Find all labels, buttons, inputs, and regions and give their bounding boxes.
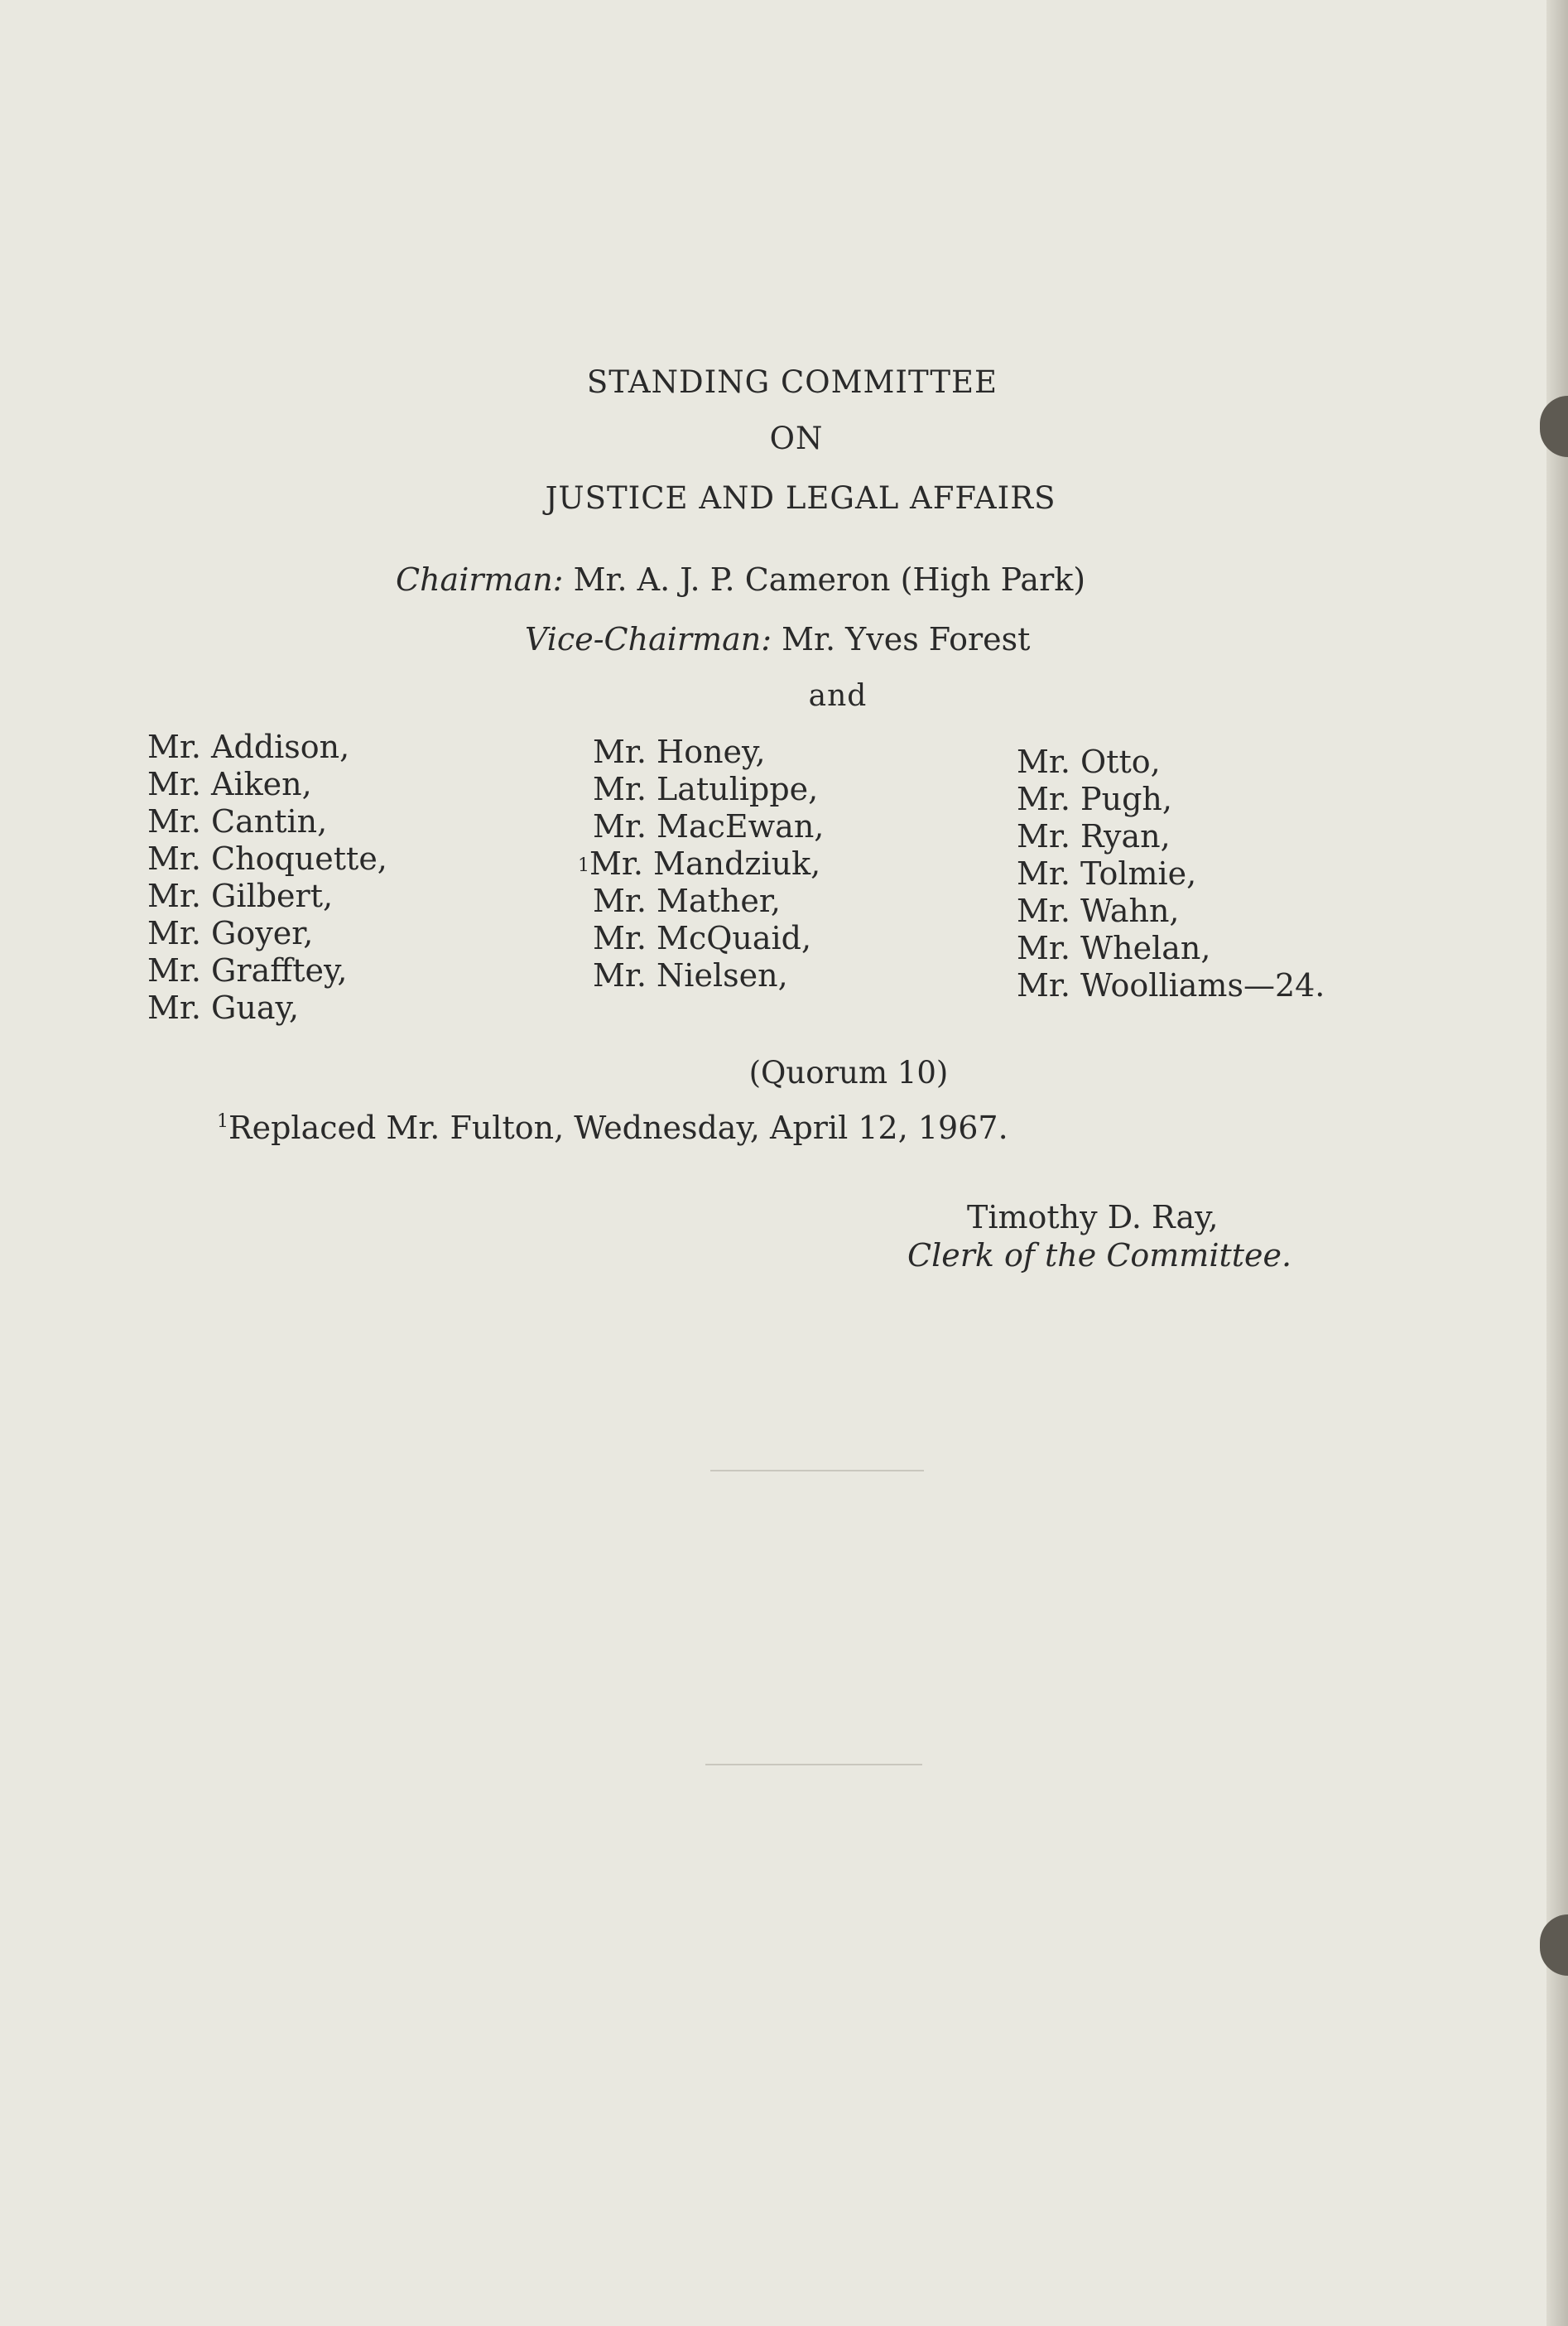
quorum-note: (Quorum 10) [748,1055,949,1091]
member-name: Mr. Wahn, [1017,893,1180,929]
member-name: Mr. Honey, [593,734,766,770]
footnote-marker: 1 [217,1111,228,1132]
punch-hole-bottom [1540,1914,1568,1976]
member-name: Mr. Goyer, [147,915,314,951]
member-name: Mr. Woolliams—24. [1017,967,1325,1004]
vice-chairman-line [525,621,1030,657]
member-name: Mr. McQuaid, [593,920,812,956]
members-column-3 [1017,744,1325,1004]
footnote-marker: 1 [578,855,589,876]
members-column-2 [578,734,825,994]
member-name: Mr. Addison, [147,729,350,765]
member-name: Mr. Choquette, [147,840,387,877]
vice-chairman-role: Vice-Chairman: [525,621,772,657]
clerk-name: Timothy D. Ray, [967,1199,1219,1235]
member-name: Mr. Pugh, [1017,781,1172,817]
committee-title-line3: JUSTICE AND LEGAL AFFAIRS [545,480,1056,516]
chairman-name: Mr. A. J. P. Cameron (High Park) [573,561,1086,598]
member-name: Mr. Grafftey, [147,952,348,989]
footnote [217,1110,1008,1146]
member-name: Mr. Gilbert, [147,878,334,914]
footnote-text: Replaced Mr. Fulton, Wednesday, April 12, 1967. [228,1110,1008,1146]
committee-title-line2: ON [769,421,824,456]
and-label: and [808,679,868,713]
vice-chairman-name: Mr. Yves Forest [782,621,1031,657]
member-name: Mr. Ryan, [1017,818,1171,855]
member-name: Mr. MacEwan, [593,808,825,845]
page-edge [1546,0,1568,2326]
member-name: Mr. Tolmie, [1017,855,1197,892]
member-name: Mr. Otto, [1017,744,1161,780]
committee-title-line1: STANDING COMMITTEE [586,364,998,400]
member-name: $^1$Mr. Mandziuk, [578,845,821,882]
member-name: Mr. Whelan, [1017,930,1211,966]
member-name: Mr. Aiken, [147,766,312,802]
divider-rule [705,1764,922,1765]
member-name: Mr. Guay, [147,990,300,1026]
member-name: Mr. Latulippe, [593,771,819,807]
member-name: Mr. Mather, [593,883,781,919]
members-column-1 [147,729,387,1027]
chairman-role: Chairman: [396,561,564,598]
clerk-title: Clerk of the Committee. [907,1237,1292,1274]
member-name: Mr. Cantin, [147,803,328,840]
divider-rule [710,1470,924,1471]
member-name: Mr. Nielsen, [593,957,788,994]
chairman-line [396,561,1085,598]
